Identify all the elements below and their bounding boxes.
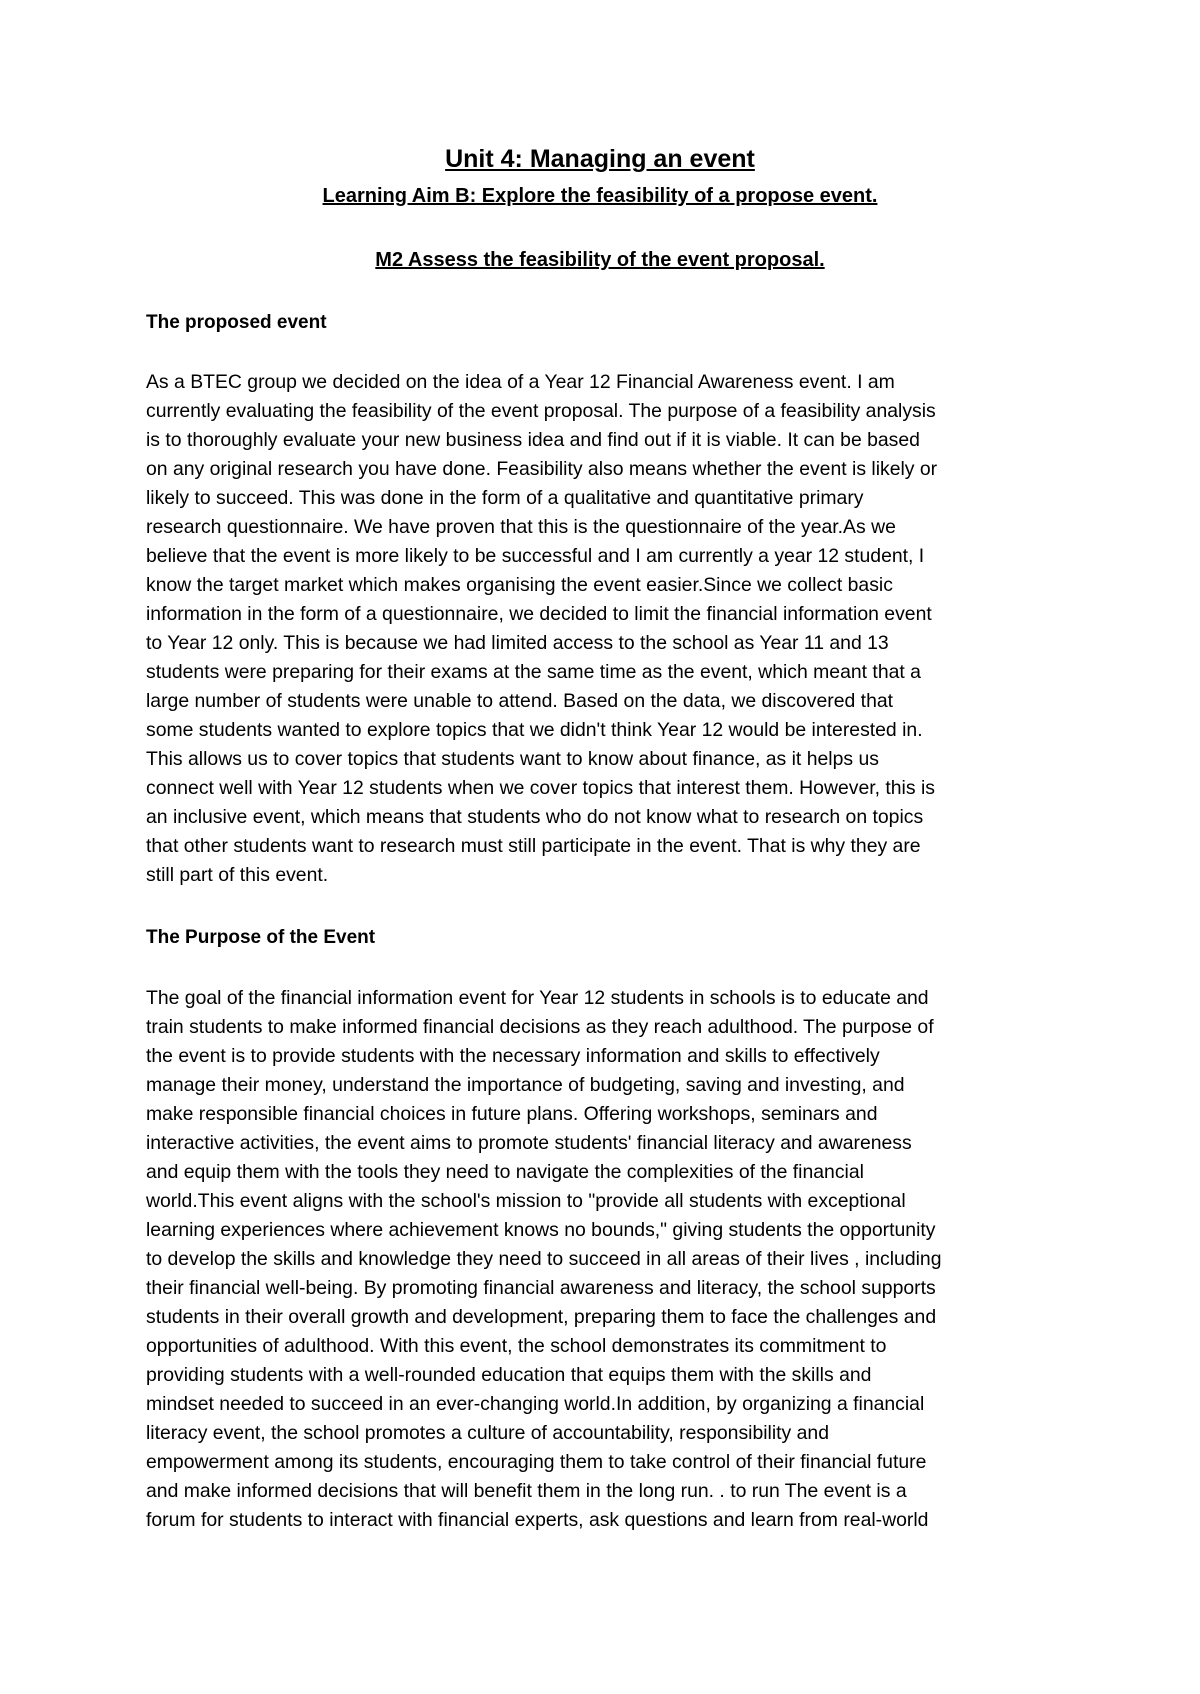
- learning-aim-subtitle: Learning Aim B: Explore the feasibility of a propose event.: [322, 185, 878, 207]
- paragraph-line: know the target market which makes organising the event easier.Since we collect basic: [146, 574, 893, 596]
- paragraph-line: world.This event aligns with the school's mission to "provide all students with exceptional: [146, 1190, 906, 1212]
- paragraph-line: some students wanted to explore topics that we didn't think Year 12 would be interested in.: [146, 719, 923, 741]
- document-title: Unit 4: Managing an event: [445, 145, 755, 173]
- paragraph-line: and make informed decisions that will benefit them in the long run. . to run The event is a: [146, 1480, 907, 1502]
- paragraph-line: their financial well-being. By promoting financial awareness and literacy, the school supports: [146, 1277, 936, 1299]
- paragraph-line: research questionnaire. We have proven that this is the questionnaire of the year.As we: [146, 516, 896, 538]
- paragraph-line: forum for students to interact with financial experts, ask questions and learn from real-world: [146, 1509, 929, 1531]
- paragraph-line: As a BTEC group we decided on the idea of a Year 12 Financial Awareness event. I am: [146, 371, 895, 393]
- paragraph-line: providing students with a well-rounded education that equips them with the skills and: [146, 1364, 872, 1386]
- paragraph-line: on any original research you have done. Feasibility also means whether the event is likely or: [146, 458, 938, 480]
- paragraph-line: the event is to provide students with the necessary information and skills to effectively: [146, 1045, 880, 1067]
- paragraph-line: still part of this event.: [146, 864, 329, 886]
- paragraph-line: to develop the skills and knowledge they need to succeed in all areas of their lives , including: [146, 1248, 942, 1270]
- paragraph-line: interactive activities, the event aims to promote students' financial literacy and awareness: [146, 1132, 912, 1154]
- section-heading-proposed-event: The proposed event: [146, 312, 327, 333]
- paragraph-line: opportunities of adulthood. With this event, the school demonstrates its commitment to: [146, 1335, 887, 1357]
- paragraph-line: connect well with Year 12 students when we cover topics that interest them. However, this is: [146, 777, 935, 799]
- paragraph-line: literacy event, the school promotes a culture of accountability, responsibility and: [146, 1422, 829, 1444]
- paragraph-line: an inclusive event, which means that students who do not know what to research on topics: [146, 806, 924, 828]
- paragraph-line: empowerment among its students, encouraging them to take control of their financial future: [146, 1451, 927, 1473]
- paragraph-line: likely to succeed. This was done in the form of a qualitative and quantitative primary: [146, 487, 864, 509]
- paragraph-line: This allows us to cover topics that students want to know about finance, as it helps us: [146, 748, 879, 770]
- paragraph-line: mindset needed to succeed in an ever-changing world.In addition, by organizing a financial: [146, 1393, 925, 1415]
- paragraph-line: currently evaluating the feasibility of the event proposal. The purpose of a feasibility analysis: [146, 400, 936, 422]
- paragraph-line: train students to make informed financial decisions as they reach adulthood. The purpose of: [146, 1016, 934, 1038]
- criterion-heading: M2 Assess the feasibility of the event proposal.: [375, 249, 825, 271]
- paragraph-line: students in their overall growth and development, preparing them to face the challenges and: [146, 1306, 937, 1328]
- paragraph-purpose-of-event: [146, 984, 1076, 1535]
- paragraph-line: manage their money, understand the importance of budgeting, saving and investing, and: [146, 1074, 905, 1096]
- paragraph-proposed-event: [146, 368, 1076, 890]
- paragraph-line: and equip them with the tools they need to navigate the complexities of the financial: [146, 1161, 864, 1183]
- paragraph-line: believe that the event is more likely to be successful and I am currently a year 12 student, I: [146, 545, 925, 567]
- paragraph-line: is to thoroughly evaluate your new business idea and find out if it is viable. It can be based: [146, 429, 920, 451]
- paragraph-line: learning experiences where achievement knows no bounds," giving students the opportunity: [146, 1219, 936, 1241]
- paragraph-line: students were preparing for their exams at the same time as the event, which meant that a: [146, 661, 921, 683]
- section-heading-purpose-of-event: The Purpose of the Event: [146, 927, 376, 948]
- paragraph-line: that other students want to research must still participate in the event. That is why they are: [146, 835, 921, 857]
- paragraph-line: make responsible financial choices in future plans. Offering workshops, seminars and: [146, 1103, 878, 1125]
- paragraph-line: large number of students were unable to attend. Based on the data, we discovered that: [146, 690, 894, 712]
- paragraph-line: information in the form of a questionnaire, we decided to limit the financial information event: [146, 603, 932, 625]
- paragraph-line: The goal of the financial information event for Year 12 students in schools is to educate and: [146, 987, 929, 1009]
- paragraph-line: to Year 12 only. This is because we had limited access to the school as Year 11 and 13: [146, 632, 889, 654]
